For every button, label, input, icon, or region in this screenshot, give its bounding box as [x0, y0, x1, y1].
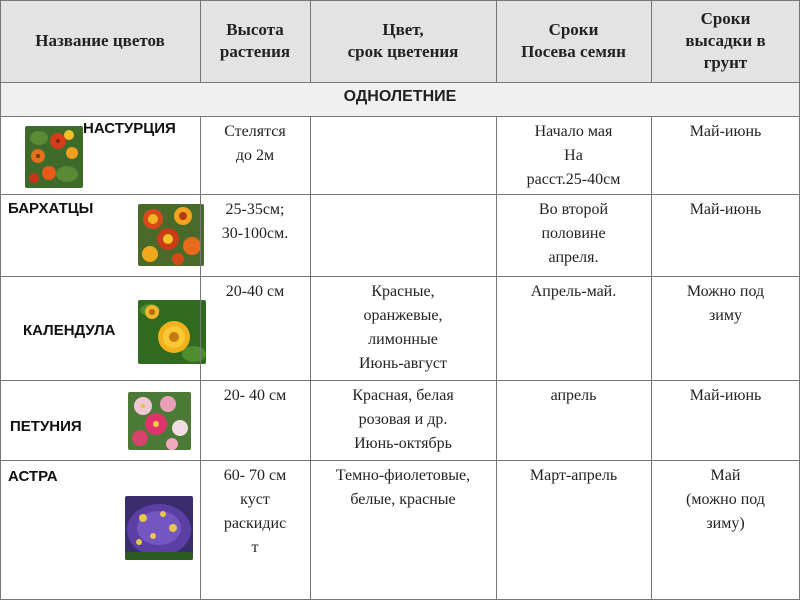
- grid-line: [0, 116, 800, 117]
- grid-line: [0, 82, 800, 83]
- flower-name: НАСТУРЦИЯ: [83, 120, 176, 137]
- grid-line: [200, 116, 201, 600]
- sowing-value: Начало мая На расст.25-40см: [526, 123, 621, 188]
- color-bloom-value: [310, 194, 496, 276]
- grid-line: [496, 0, 497, 82]
- color-bloom-value: [310, 116, 496, 194]
- planting-value: Май-июнь: [689, 123, 762, 140]
- color-bloom-value: Темно-фиолетовые, белые, красные: [335, 467, 471, 508]
- planting-value: Май (можно под зиму): [686, 467, 765, 532]
- flower-name: КАЛЕНДУЛА: [23, 322, 116, 339]
- grid-line: [651, 116, 652, 600]
- grid-line: [0, 276, 800, 277]
- header-planting: Сроки высадки в грунт: [651, 0, 800, 82]
- grid-line: [0, 460, 800, 461]
- sowing-value: Март-апрель: [529, 467, 618, 484]
- flower-name: БАРХАТЦЫ: [8, 200, 94, 217]
- grid-line: [200, 0, 201, 82]
- grid-line: [0, 194, 800, 195]
- color-bloom-value: Красная, белая розовая и др. Июнь-октябрь: [352, 387, 454, 452]
- height-value: 60- 70 см куст раскидис т: [223, 467, 287, 556]
- flower-name: ПЕТУНИЯ: [10, 418, 82, 435]
- color-bloom-value: Красные, оранжевые, лимонные Июнь-август: [358, 283, 447, 372]
- nasturtium-photo: [25, 126, 83, 188]
- marigold-photo: [138, 204, 204, 266]
- header-name: Название цветов: [0, 0, 200, 82]
- sowing-value: Во второй половине апреля.: [538, 201, 609, 266]
- height-value: 25-35см; 30-100см.: [221, 201, 289, 242]
- grid-line: [496, 116, 497, 600]
- grid-line: [0, 0, 800, 1]
- calendula-photo: [138, 300, 206, 364]
- petunia-photo: [128, 392, 191, 450]
- planting-value: Май-июнь: [689, 201, 762, 218]
- section-annuals: ОДНОЛЕТНИЕ: [0, 82, 800, 116]
- height-value: Стелятся до 2м: [224, 123, 286, 164]
- height-value: 20-40 см: [225, 283, 285, 300]
- sowing-value: Апрель-май.: [530, 283, 617, 300]
- flower-name: АСТРА: [8, 468, 58, 485]
- aster-photo: [125, 496, 193, 560]
- grid-line: [310, 0, 311, 82]
- header-color-bloom: Цвет, срок цветения: [310, 0, 496, 82]
- grid-line: [0, 380, 800, 381]
- planting-value: Май-июнь: [689, 387, 762, 404]
- sowing-value: апрель: [550, 387, 597, 404]
- grid-line: [651, 0, 652, 82]
- header-sowing: Сроки Посева семян: [496, 0, 651, 82]
- planting-value: Можно под зиму: [686, 283, 765, 324]
- header-height: Высота растения: [200, 0, 310, 82]
- grid-line: [310, 116, 311, 600]
- height-value: 20- 40 см: [223, 387, 287, 404]
- grid-line: [0, 0, 1, 600]
